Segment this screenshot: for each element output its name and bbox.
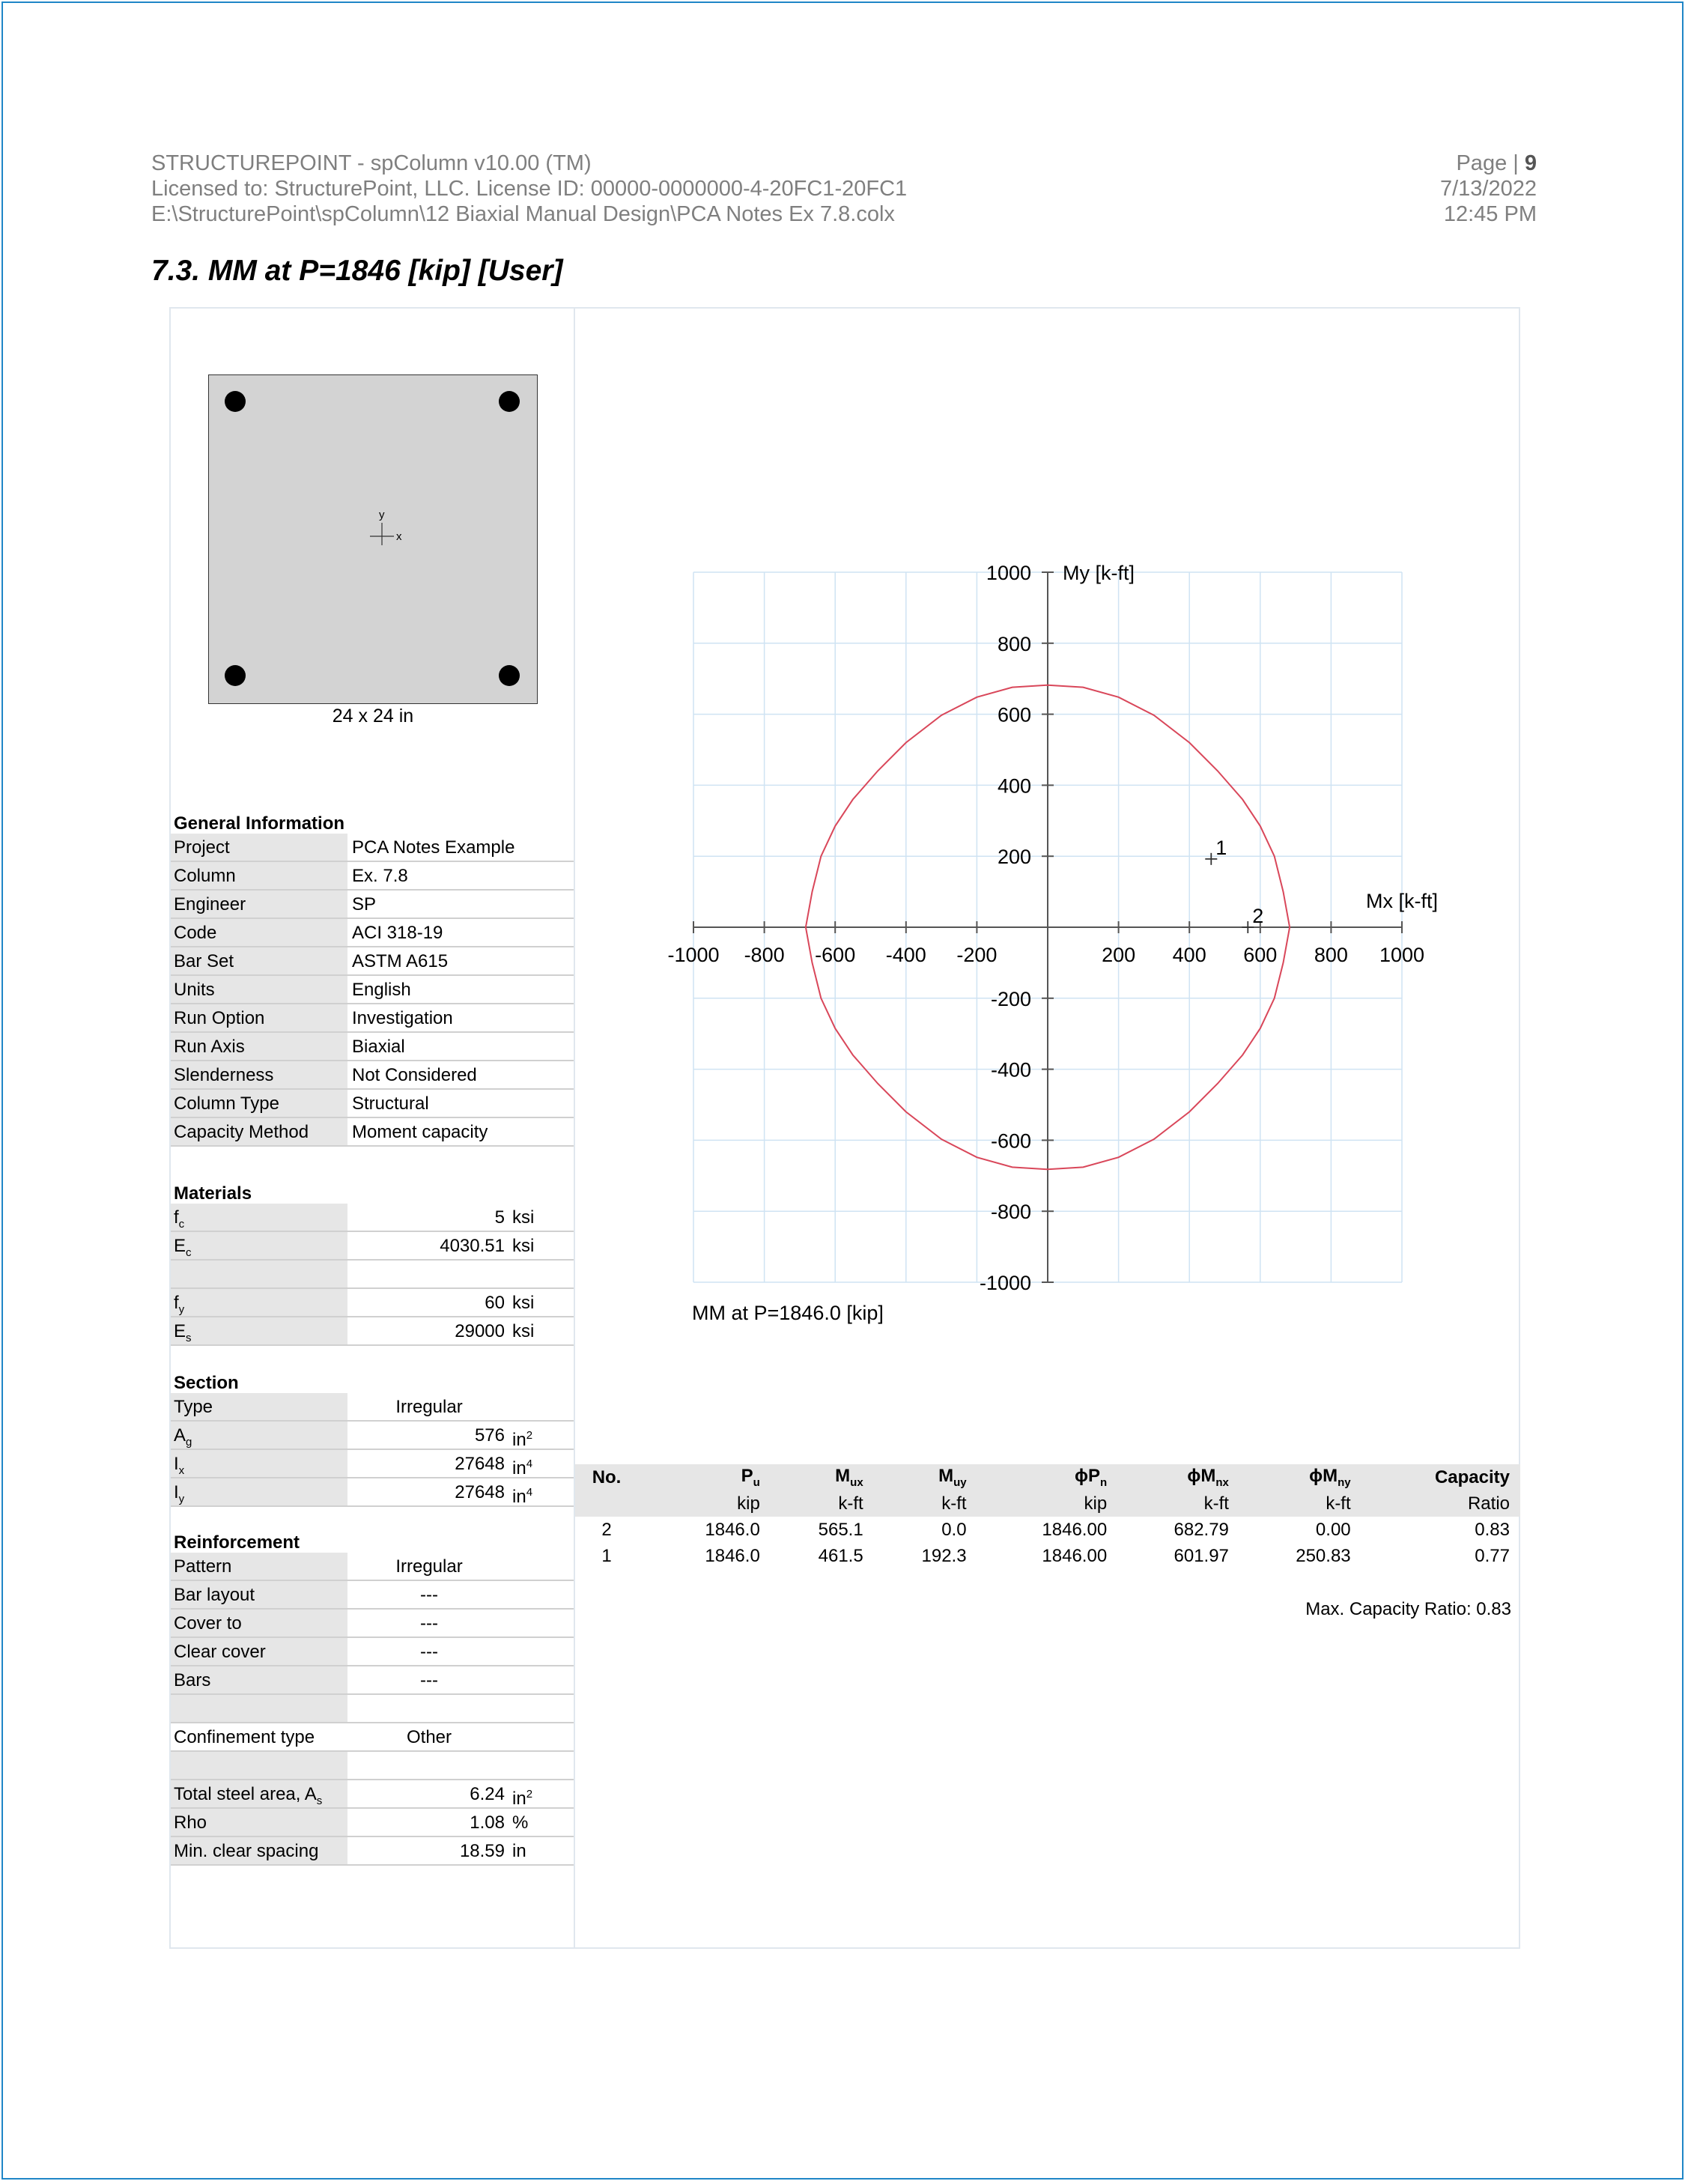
table-cell: 1846.00 xyxy=(1042,1519,1108,1540)
ec-value: 4030.51 xyxy=(440,1236,505,1256)
axis-x-label: x xyxy=(396,530,402,543)
es-symbol: E xyxy=(174,1321,186,1341)
section-properties-title: Section xyxy=(174,1373,239,1393)
x-tick-label: 1000 xyxy=(1379,944,1425,966)
ix-symbol: I xyxy=(174,1454,179,1474)
reinforcement-value: --- xyxy=(420,1585,438,1605)
column-unit: k-ft xyxy=(941,1493,967,1514)
fy-value: 60 xyxy=(485,1293,505,1313)
column-header xyxy=(771,1464,874,1490)
steel-area-unit: in xyxy=(512,1789,526,1809)
table-cell: 682.79 xyxy=(1174,1519,1229,1540)
general-info-value: Ex. 7.8 xyxy=(352,866,408,886)
es-subscript: s xyxy=(186,1331,192,1344)
reinforcement-value: --- xyxy=(420,1670,438,1690)
iy-subscript: y xyxy=(178,1492,185,1505)
y-tick-label: -200 xyxy=(990,987,1031,1010)
general-info-value: ACI 318-19 xyxy=(352,923,443,943)
column-header-main: Capacity xyxy=(1434,1466,1510,1487)
y-axis-label: My [k-ft] xyxy=(1063,562,1135,584)
general-info-value: English xyxy=(352,980,411,1000)
column-header-main: ϕM xyxy=(1187,1466,1216,1487)
x-tick-label: -200 xyxy=(956,944,998,966)
column-header xyxy=(874,1464,977,1490)
y-tick-label: 200 xyxy=(997,846,1031,869)
general-info-value: Biaxial xyxy=(352,1037,405,1057)
ag-unit: in xyxy=(512,1430,526,1450)
y-tick-label: -1000 xyxy=(979,1272,1031,1294)
fc-unit: ksi xyxy=(512,1207,535,1228)
general-info-key: Run Axis xyxy=(171,1033,347,1060)
section-title: 7.3. MM at P=1846 [kip] [User] xyxy=(151,255,563,287)
ag-unit-power: 2 xyxy=(526,1429,533,1442)
results-header-row xyxy=(575,1464,1520,1490)
spacing-unit: in xyxy=(512,1841,526,1861)
x-tick-label: 200 xyxy=(1102,944,1136,966)
materials-title: Materials xyxy=(174,1183,252,1204)
table-cell: 461.5 xyxy=(818,1545,863,1566)
fy-symbol: f xyxy=(174,1293,179,1313)
iy-unit: in xyxy=(512,1487,526,1507)
load-points xyxy=(1205,837,1263,933)
y-tick-label: -800 xyxy=(990,1201,1031,1224)
general-info-value: PCA Notes Example xyxy=(352,837,515,858)
table-cell: 1846.0 xyxy=(705,1545,760,1566)
general-info-key: Engineer xyxy=(171,891,347,917)
software-line: STRUCTUREPOINT - spColumn v10.00 (TM) xyxy=(151,151,592,175)
section-dimensions: 24 x 24 in xyxy=(332,706,414,727)
table-cell: 1 xyxy=(601,1545,612,1566)
column-header-main: ϕP xyxy=(1075,1466,1100,1487)
fy-unit: ksi xyxy=(512,1293,535,1313)
page-number: 9 xyxy=(1524,151,1537,175)
column-header-sub: uy xyxy=(953,1475,967,1489)
y-tick-label: -600 xyxy=(990,1129,1031,1153)
column-unit xyxy=(575,1490,649,1517)
page-label: Page | xyxy=(1456,151,1525,175)
general-info-title: General Information xyxy=(174,813,345,834)
license-line: Licensed to: StructurePoint, LLC. License ID: 00000-0000000-4-20FC1-20FC1 xyxy=(151,177,908,201)
reinforcement-key: Bars xyxy=(171,1666,347,1693)
iy-symbol: I xyxy=(174,1482,179,1502)
table-cell: 192.3 xyxy=(921,1545,967,1566)
es-value: 29000 xyxy=(455,1321,505,1341)
column-header-sub: ux xyxy=(850,1475,863,1489)
column-unit: k-ft xyxy=(1203,1493,1229,1514)
table-cell: 0.77 xyxy=(1475,1545,1510,1566)
general-info-value: Structural xyxy=(352,1093,429,1114)
table-cell: 250.83 xyxy=(1296,1545,1351,1566)
max-capacity-ratio: Max. Capacity Ratio: 0.83 xyxy=(1305,1599,1511,1619)
fc-subscript: c xyxy=(178,1217,185,1231)
chart-axes xyxy=(693,572,1402,1282)
column-header-sub: ny xyxy=(1338,1475,1351,1489)
reinforcement-key: Cover to xyxy=(171,1610,347,1637)
reinforcement-key: Clear cover xyxy=(171,1638,347,1665)
general-info-key: Project xyxy=(171,834,347,861)
general-info-key: Units xyxy=(171,976,347,1003)
table-cell: 0.0 xyxy=(941,1519,967,1540)
column-unit: Ratio xyxy=(1467,1493,1510,1514)
ix-value: 27648 xyxy=(455,1454,505,1474)
y-tick-label: 400 xyxy=(997,774,1031,798)
column-header-main: M xyxy=(835,1466,851,1487)
general-info-value: SP xyxy=(352,894,377,914)
x-tick-label: 800 xyxy=(1314,944,1348,966)
table-cell: 0.00 xyxy=(1315,1519,1351,1540)
y-tick-label: 600 xyxy=(997,703,1031,727)
x-tick-label: -600 xyxy=(815,944,856,966)
fy-subscript: y xyxy=(178,1302,185,1316)
general-info-value: Not Considered xyxy=(352,1065,477,1085)
report-date: 7/13/2022 xyxy=(1439,177,1537,201)
ix-unit-power: 4 xyxy=(526,1457,533,1470)
results-unit-row xyxy=(575,1490,1520,1517)
spacing-key: Min. clear spacing xyxy=(171,1837,347,1864)
x-axis-label: Mx [k-ft] xyxy=(1366,890,1438,912)
rho-unit: % xyxy=(512,1813,529,1833)
x-tick-label: -800 xyxy=(744,944,785,966)
y-tick-label: -400 xyxy=(990,1058,1031,1082)
table-cell: 1846.00 xyxy=(1042,1545,1108,1566)
results-table xyxy=(575,1464,1520,1569)
es-unit: ksi xyxy=(512,1321,535,1341)
file-path-line: E:\StructurePoint\spColumn\12 Biaxial Manual Design\PCA Notes Ex 7.8.colx xyxy=(151,202,895,226)
rho-value: 1.08 xyxy=(470,1813,505,1833)
column-header xyxy=(649,1464,771,1490)
general-info-key: Code xyxy=(171,919,347,946)
y-tick-label: 800 xyxy=(997,632,1031,655)
column-header-main: No. xyxy=(592,1466,622,1487)
reinforcement-value: --- xyxy=(420,1642,438,1662)
x-tick-label: 600 xyxy=(1243,944,1278,966)
fc-symbol: f xyxy=(174,1207,179,1228)
general-info-key: Column xyxy=(171,862,347,889)
general-info-value: Moment capacity xyxy=(352,1122,488,1142)
steel-area-unit-power: 2 xyxy=(526,1788,533,1801)
ag-symbol: A xyxy=(174,1425,186,1446)
table-cell: 601.97 xyxy=(1174,1545,1229,1566)
general-info-key: Slenderness xyxy=(171,1061,347,1088)
column-header-sub: n xyxy=(1100,1475,1108,1489)
fc-value: 5 xyxy=(494,1207,505,1228)
column-unit: kip xyxy=(1084,1493,1108,1514)
column-header-main: M xyxy=(938,1466,954,1487)
general-info-key: Bar Set xyxy=(171,947,347,974)
rho-key: Rho xyxy=(171,1809,347,1836)
x-tick-label: 400 xyxy=(1172,944,1206,966)
confinement-value: Other xyxy=(406,1727,452,1747)
reinforcement-value: --- xyxy=(420,1613,438,1634)
section-type-value: Irregular xyxy=(395,1397,463,1417)
column-header xyxy=(1239,1464,1361,1490)
x-tick-label: -1000 xyxy=(667,944,720,966)
spacing-value: 18.59 xyxy=(459,1841,505,1861)
steel-area-key: Total steel area, A xyxy=(174,1784,317,1804)
column-header-sub: nx xyxy=(1215,1475,1229,1489)
table-cell: 0.83 xyxy=(1475,1519,1510,1540)
column-header xyxy=(1117,1464,1239,1490)
column-unit: kip xyxy=(737,1493,760,1514)
load-point-label: 1 xyxy=(1215,836,1227,859)
y-tick-label: 1000 xyxy=(986,562,1031,584)
report-time: 12:45 PM xyxy=(1443,202,1537,226)
ag-subscript: g xyxy=(186,1435,192,1449)
general-info-value: Investigation xyxy=(352,1008,453,1028)
column-header xyxy=(1361,1464,1520,1490)
axis-y-label: y xyxy=(379,509,385,521)
load-point-label: 2 xyxy=(1252,905,1264,927)
column-unit: k-ft xyxy=(1326,1493,1351,1514)
general-info-key: Run Option xyxy=(171,1004,347,1031)
general-info-key: Column Type xyxy=(171,1090,347,1117)
steel-area-subscript: s xyxy=(316,1794,323,1807)
reinforcement-key: Pattern xyxy=(171,1553,347,1580)
column-header-sub: u xyxy=(753,1475,760,1489)
ec-symbol: E xyxy=(174,1236,186,1256)
table-cell: 1846.0 xyxy=(705,1519,760,1540)
steel-area-value: 6.24 xyxy=(470,1784,505,1804)
iy-value: 27648 xyxy=(455,1482,505,1502)
column-unit: k-ft xyxy=(838,1493,863,1514)
reinforcement-key: Bar layout xyxy=(171,1581,347,1608)
ag-value: 576 xyxy=(474,1425,505,1446)
table-row xyxy=(575,1543,1520,1569)
ix-unit: in xyxy=(512,1458,526,1478)
chart-title: MM at P=1846.0 [kip] xyxy=(692,1302,884,1324)
ec-unit: ksi xyxy=(512,1236,535,1256)
column-header xyxy=(575,1464,649,1490)
column-header xyxy=(977,1464,1118,1490)
table-cell: 2 xyxy=(601,1519,612,1540)
general-info-value: ASTM A615 xyxy=(352,951,449,971)
confinement-key: Confinement type xyxy=(171,1723,347,1750)
column-header-main: P xyxy=(741,1466,753,1487)
general-info-key: Capacity Method xyxy=(171,1118,347,1145)
x-tick-label: -400 xyxy=(885,944,926,966)
table-cell: 565.1 xyxy=(818,1519,863,1540)
reinforcement-value: Irregular xyxy=(395,1556,463,1577)
ec-subscript: c xyxy=(186,1246,192,1259)
reinforcement-title: Reinforcement xyxy=(174,1532,300,1553)
ix-subscript: x xyxy=(178,1463,185,1477)
iy-unit-power: 4 xyxy=(526,1486,533,1499)
column-header-main: ϕM xyxy=(1309,1466,1338,1487)
section-type-key: Type xyxy=(171,1393,347,1420)
table-row xyxy=(575,1517,1520,1543)
